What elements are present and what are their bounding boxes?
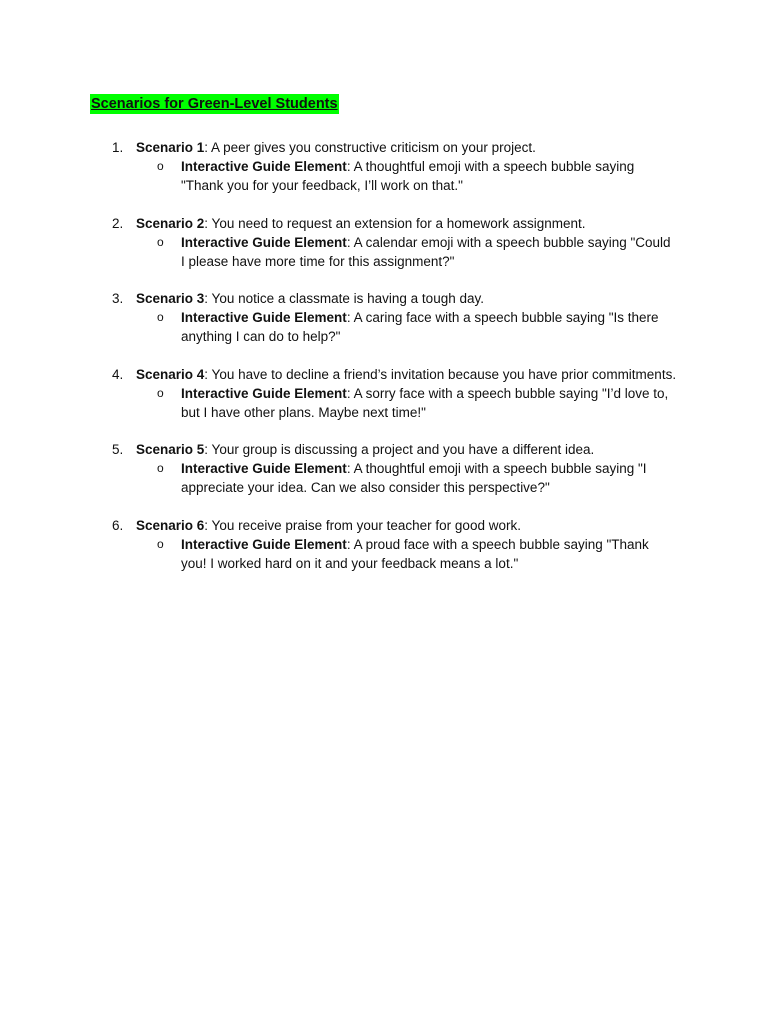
guide-element-text: : A thoughtful emoji with a speech bubble saying "I appreciate your idea. Can we also consider this perspective?" <box>181 461 647 495</box>
scenario-number: 2. <box>112 215 124 231</box>
hollow-bullet-icon: o <box>157 310 164 324</box>
scenario-number: 6. <box>112 517 124 533</box>
scenario-item-2 <box>0 214 768 271</box>
scenario-line <box>0 365 768 384</box>
scenario-item-4 <box>0 365 768 422</box>
scenario-text: : You have to decline a friend’s invitation because you have prior commitments. <box>204 366 677 382</box>
scenario-label: Scenario 1 <box>136 140 205 155</box>
document-title: Scenarios for Green-Level Students <box>91 96 338 112</box>
guide-element-line <box>0 308 768 346</box>
guide-element-label: Interactive Guide Element <box>181 159 347 174</box>
scenario-number: 5. <box>112 442 124 457</box>
guide-element-label: Interactive Guide Element <box>181 536 347 552</box>
guide-element-text: : A calendar emoji with a speech bubble saying "Could I please have more time for this assignment?" <box>181 234 671 269</box>
scenario-label: Scenario 5 <box>136 442 205 457</box>
hollow-bullet-icon: o <box>157 536 164 551</box>
guide-element-line <box>0 535 768 573</box>
guide-element-label: Interactive Guide Element <box>181 385 347 401</box>
guide-element-label: Interactive Guide Element <box>181 310 347 325</box>
scenario-item-6 <box>0 516 768 573</box>
hollow-bullet-icon: o <box>157 385 164 400</box>
hollow-bullet-icon: o <box>157 159 164 173</box>
scenario-number: 3. <box>112 291 124 306</box>
guide-element-line <box>0 233 768 271</box>
scenario-text: : Your group is discussing a project and you have a different idea. <box>204 442 595 457</box>
scenario-number: 4. <box>112 366 124 382</box>
scenario-line <box>0 289 768 308</box>
scenario-line <box>0 440 768 459</box>
scenario-text: : You notice a classmate is having a tough day. <box>204 291 484 306</box>
guide-element-line <box>0 157 768 195</box>
guide-element-text: : A proud face with a speech bubble saying "Thank you! I worked hard on it and your feedback means a lot." <box>181 536 649 571</box>
scenario-item-3 <box>0 289 768 346</box>
hollow-bullet-icon: o <box>157 461 164 475</box>
guide-element-text: : A caring face with a speech bubble saying "Is there anything I can do to help?" <box>181 310 659 344</box>
scenario-text: : You need to request an extension for a homework assignment. <box>204 215 586 231</box>
guide-element-line <box>0 459 768 497</box>
scenario-item-1 <box>0 138 768 195</box>
scenario-label: Scenario 3 <box>136 291 205 306</box>
guide-element-text: : A sorry face with a speech bubble saying "I’d love to, but I have other plans. Maybe next time!" <box>181 385 669 420</box>
scenario-line <box>0 516 768 535</box>
guide-element-label: Interactive Guide Element <box>181 461 347 476</box>
hollow-bullet-icon: o <box>157 234 164 249</box>
scenario-item-5 <box>0 440 768 497</box>
scenario-label: Scenario 2 <box>136 215 205 231</box>
guide-element-line <box>0 384 768 422</box>
scenario-number: 1. <box>112 140 124 155</box>
scenario-text: : A peer gives you constructive criticism on your project. <box>204 140 536 155</box>
guide-element-text: : A thoughtful emoji with a speech bubble saying "Thank you for your feedback, I’ll work on that." <box>181 159 635 193</box>
scenario-line <box>0 138 768 157</box>
scenario-line <box>0 214 768 233</box>
scenario-text: : You receive praise from your teacher for good work. <box>204 517 521 533</box>
guide-element-label: Interactive Guide Element <box>181 234 347 250</box>
scenario-label: Scenario 4 <box>136 366 205 382</box>
scenario-label: Scenario 6 <box>136 517 205 533</box>
scenario-list <box>0 138 768 591</box>
